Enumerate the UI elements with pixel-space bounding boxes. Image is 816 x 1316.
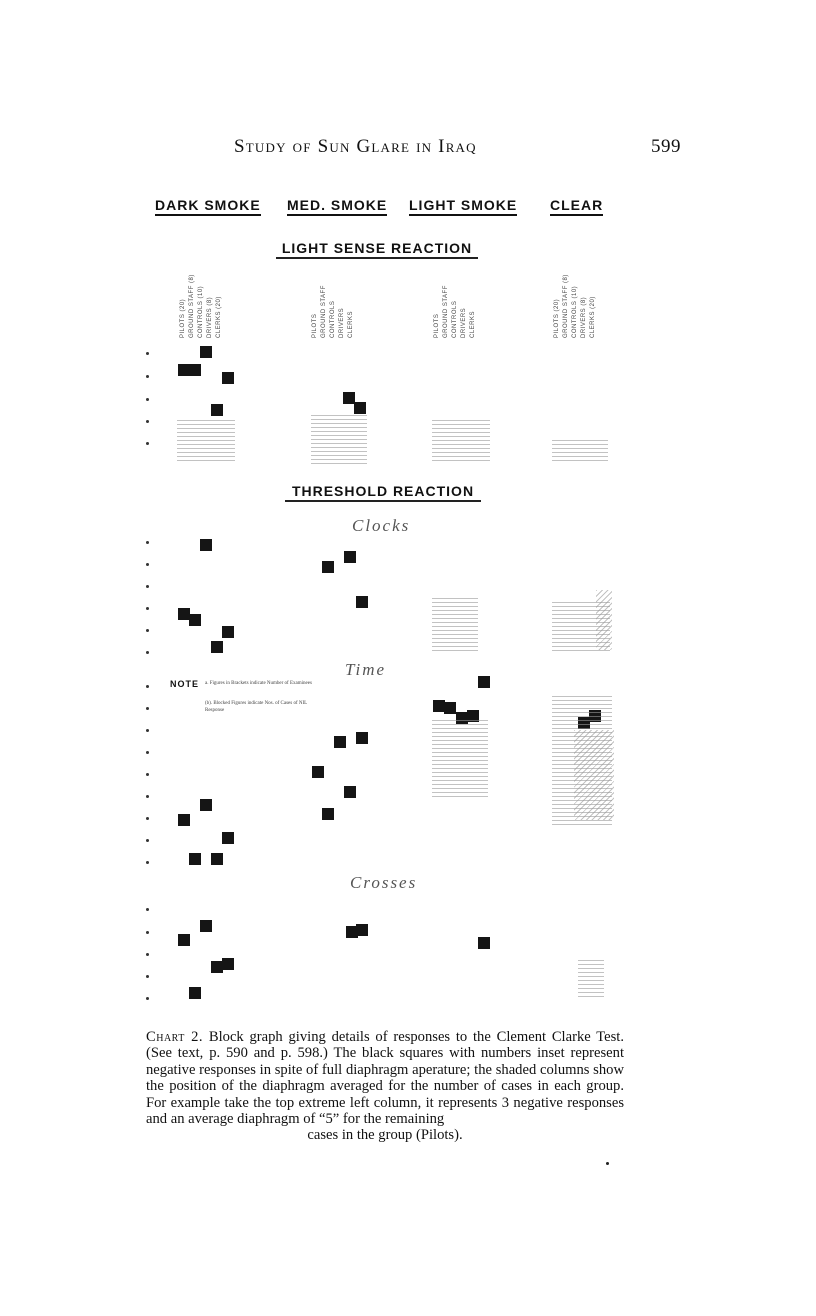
axis-tick bbox=[146, 839, 149, 842]
axis-tick bbox=[146, 817, 149, 820]
negative-block bbox=[178, 814, 190, 826]
diaphragm-shading bbox=[574, 730, 614, 820]
axis-tick bbox=[146, 563, 149, 566]
caption-last-line: cases in the group (Pilots). bbox=[307, 1127, 463, 1144]
page-mark bbox=[606, 1162, 609, 1165]
group-label: PILOTS bbox=[434, 313, 440, 338]
axis-tick bbox=[146, 997, 149, 1000]
negative-block bbox=[189, 614, 201, 626]
light-sense-title: LIGHT SENSE REACTION bbox=[276, 240, 478, 259]
negative-block bbox=[200, 346, 212, 358]
column-light-smoke: LIGHT SMOKE bbox=[409, 197, 517, 216]
negative-block bbox=[312, 766, 324, 778]
group-label: GROUND STAFF (8) bbox=[189, 274, 195, 338]
subtitle-time: Time bbox=[345, 660, 387, 679]
axis-tick bbox=[146, 352, 149, 355]
negative-block bbox=[211, 404, 223, 416]
negative-block bbox=[178, 934, 190, 946]
negative-block bbox=[200, 920, 212, 932]
group-label: DRIVERS (8) bbox=[581, 296, 587, 338]
axis-tick bbox=[146, 729, 149, 732]
axis-tick bbox=[146, 420, 149, 423]
diaphragm-shading bbox=[432, 720, 488, 800]
group-label: GROUND STAFF bbox=[321, 285, 327, 338]
negative-block bbox=[200, 799, 212, 811]
axis-tick bbox=[146, 607, 149, 610]
negative-block bbox=[322, 561, 334, 573]
group-label: CONTROLS bbox=[452, 300, 458, 338]
axis-tick bbox=[146, 541, 149, 544]
group-label: DRIVERS (8) bbox=[207, 296, 213, 338]
axis-tick bbox=[146, 795, 149, 798]
axis-tick bbox=[146, 398, 149, 401]
group-label: CONTROLS bbox=[330, 300, 336, 338]
caption-body: Block graph giving details of responses to the Clement Clarke Test. (See text, p. 590 and p. 598.) The black squares with numbers inset represent negative responses in spite of full diaphragm aperature; the shaded columns show the position of the diaphragm averaged for the number of cases in each group. For example take the top extreme left column, it represents 3 negative responses and an average diaphragm of “5” for the remaining bbox=[146, 1029, 624, 1128]
negative-block bbox=[478, 676, 490, 688]
negative-block bbox=[189, 853, 201, 865]
negative-block bbox=[478, 937, 490, 949]
negative-block bbox=[354, 402, 366, 414]
axis-tick bbox=[146, 861, 149, 864]
page-number: 599 bbox=[651, 136, 681, 157]
diaphragm-shading bbox=[432, 598, 478, 652]
note-b: (b). Blocked Figures indicate Nos. of Cases of NIL Response bbox=[205, 701, 308, 713]
negative-block bbox=[222, 372, 234, 384]
negative-block bbox=[356, 596, 368, 608]
threshold-title: THRESHOLD REACTION bbox=[285, 483, 481, 502]
chart-caption bbox=[146, 1029, 624, 1144]
negative-block bbox=[211, 853, 223, 865]
column-clear: CLEAR bbox=[550, 197, 603, 216]
axis-tick bbox=[146, 931, 149, 934]
negative-block bbox=[344, 786, 356, 798]
axis-tick bbox=[146, 442, 149, 445]
group-label: DRIVERS bbox=[461, 307, 467, 338]
group-label: CLERKS (20) bbox=[216, 296, 222, 338]
axis-tick bbox=[146, 773, 149, 776]
negative-block bbox=[189, 987, 201, 999]
subtitle-crosses: Crosses bbox=[350, 873, 418, 892]
group-label: GROUND STAFF bbox=[443, 285, 449, 338]
group-label: PILOTS (20) bbox=[554, 298, 560, 338]
axis-tick bbox=[146, 585, 149, 588]
negative-block bbox=[334, 736, 346, 748]
group-label: CLERKS bbox=[470, 310, 476, 338]
diaphragm-shading bbox=[578, 960, 604, 998]
subtitle-clocks: Clocks bbox=[352, 516, 411, 535]
negative-block bbox=[444, 702, 456, 714]
axis-tick bbox=[146, 975, 149, 978]
group-label: PILOTS bbox=[312, 313, 318, 338]
diaphragm-shading bbox=[432, 420, 490, 464]
caption-lead: Chart 2. bbox=[146, 1029, 204, 1045]
axis-tick bbox=[146, 629, 149, 632]
group-label: DRIVERS bbox=[339, 307, 345, 338]
column-med-smoke: MED. SMOKE bbox=[287, 197, 387, 216]
diaphragm-shading bbox=[177, 420, 235, 464]
group-label: GROUND STAFF (8) bbox=[563, 274, 569, 338]
axis-tick bbox=[146, 651, 149, 654]
negative-block bbox=[356, 924, 368, 936]
group-label: CONTROLS (10) bbox=[572, 285, 578, 338]
negative-block bbox=[356, 732, 368, 744]
negative-block bbox=[322, 808, 334, 820]
note-a: a. Figures in Brackets indicate Number of Examinees bbox=[205, 681, 312, 686]
negative-block bbox=[211, 641, 223, 653]
diaphragm-shading bbox=[552, 440, 608, 464]
axis-tick bbox=[146, 685, 149, 688]
negative-block bbox=[200, 539, 212, 551]
negative-block bbox=[189, 364, 201, 376]
axis-tick bbox=[146, 375, 149, 378]
axis-tick bbox=[146, 908, 149, 911]
axis-tick bbox=[146, 707, 149, 710]
negative-block bbox=[222, 958, 234, 970]
diaphragm-shading bbox=[596, 590, 612, 650]
axis-tick bbox=[146, 751, 149, 754]
group-label: CLERKS (20) bbox=[590, 296, 596, 338]
group-label: CONTROLS (10) bbox=[198, 285, 204, 338]
negative-block bbox=[222, 832, 234, 844]
group-label: CLERKS bbox=[348, 310, 354, 338]
note-label: NOTE bbox=[170, 679, 200, 689]
running-title: Study of Sun Glare in Iraq bbox=[234, 136, 477, 157]
negative-block bbox=[222, 626, 234, 638]
group-label: PILOTS (20) bbox=[180, 298, 186, 338]
axis-tick bbox=[146, 953, 149, 956]
negative-block bbox=[344, 551, 356, 563]
column-dark-smoke: DARK SMOKE bbox=[155, 197, 261, 216]
diaphragm-shading bbox=[311, 415, 367, 464]
